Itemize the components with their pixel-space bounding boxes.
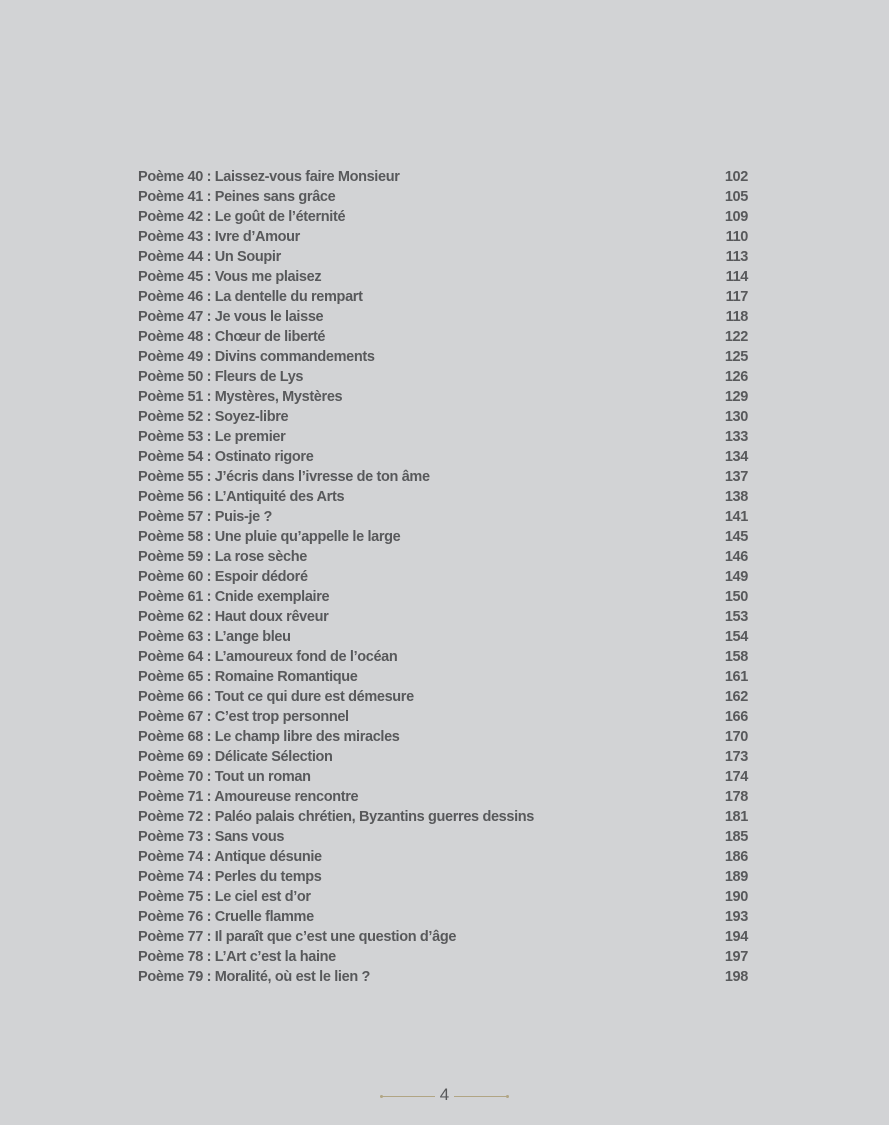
toc-entry <box>138 607 748 627</box>
toc-entry-title: Poème 69 : Délicate Sélection <box>138 749 333 765</box>
toc-entry-title: Poème 76 : Cruelle flamme <box>138 909 314 925</box>
toc-entry <box>138 207 748 227</box>
toc-entry-page-number: 197 <box>724 949 748 965</box>
toc-entry-title: Poème 51 : Mystères, Mystères <box>138 389 343 405</box>
toc-entry <box>138 247 748 267</box>
toc-entry-title: Poème 45 : Vous me plaisez <box>138 269 322 285</box>
toc-entry-title: Poème 77 : Il paraît que c’est une question d’âge <box>138 929 457 945</box>
toc-entry-title: Poème 71 : Amoureuse rencontre <box>138 789 359 805</box>
toc-entry <box>138 567 748 587</box>
toc-entry-title: Poème 59 : La rose sèche <box>138 549 307 565</box>
toc-entry-page-number: 194 <box>724 929 748 945</box>
toc-entry <box>138 667 748 687</box>
footer-left-rule <box>381 1096 435 1097</box>
toc-entry-page-number: 138 <box>724 489 748 505</box>
table-of-contents <box>138 167 748 987</box>
toc-entry-page-number: 134 <box>724 449 748 465</box>
toc-entry <box>138 867 748 887</box>
toc-entry-page-number: 122 <box>724 329 748 345</box>
toc-entry-page-number: 146 <box>724 549 748 565</box>
toc-entry <box>138 427 748 447</box>
toc-entry <box>138 367 748 387</box>
toc-entry <box>138 407 748 427</box>
toc-entry-title: Poème 42 : Le goût de l’éternité <box>138 209 346 225</box>
toc-entry-page-number: 185 <box>724 829 748 845</box>
toc-entry-title: Poème 56 : L’Antiquité des Arts <box>138 489 345 505</box>
toc-entry-title: Poème 47 : Je vous le laisse <box>138 309 324 325</box>
toc-entry-page-number: 126 <box>724 369 748 385</box>
toc-entry <box>138 767 748 787</box>
toc-entry <box>138 287 748 307</box>
toc-entry-title: Poème 64 : L’amoureux fond de l’océan <box>138 649 398 665</box>
footer-right-rule <box>454 1096 508 1097</box>
toc-entry <box>138 347 748 367</box>
toc-entry-title: Poème 49 : Divins commandements <box>138 349 375 365</box>
toc-entry-title: Poème 79 : Moralité, où est le lien ? <box>138 969 371 985</box>
toc-entry <box>138 807 748 827</box>
toc-entry-title: Poème 46 : La dentelle du rempart <box>138 289 363 305</box>
toc-entry <box>138 947 748 967</box>
toc-entry-page-number: 110 <box>725 229 748 245</box>
toc-entry <box>138 927 748 947</box>
toc-entry-title: Poème 57 : Puis-je ? <box>138 509 273 525</box>
toc-entry-page-number: 173 <box>724 749 748 765</box>
toc-entry-page-number: 166 <box>724 709 748 725</box>
toc-entry <box>138 787 748 807</box>
toc-entry <box>138 187 748 207</box>
toc-entry-title: Poème 70 : Tout un roman <box>138 769 311 785</box>
toc-entry-page-number: 190 <box>724 889 748 905</box>
toc-entry-page-number: 153 <box>724 609 748 625</box>
toc-entry <box>138 167 748 187</box>
toc-entry-title: Poème 55 : J’écris dans l’ivresse de ton âme <box>138 469 430 485</box>
toc-entry <box>138 747 748 767</box>
toc-entry <box>138 587 748 607</box>
toc-entry-page-number: 189 <box>724 869 748 885</box>
toc-entry-title: Poème 50 : Fleurs de Lys <box>138 369 304 385</box>
toc-entry-title: Poème 73 : Sans vous <box>138 829 285 845</box>
toc-entry-title: Poème 61 : Cnide exemplaire <box>138 589 330 605</box>
toc-entry-page-number: 181 <box>724 809 748 825</box>
toc-entry-page-number: 150 <box>724 589 748 605</box>
toc-entry <box>138 327 748 347</box>
toc-entry <box>138 307 748 327</box>
toc-entry <box>138 507 748 527</box>
toc-entry-title: Poème 52 : Soyez-libre <box>138 409 289 425</box>
toc-entry <box>138 647 748 667</box>
toc-entry <box>138 627 748 647</box>
toc-entry-page-number: 141 <box>724 509 748 525</box>
toc-entry-title: Poème 40 : Laissez-vous faire Monsieur <box>138 169 400 185</box>
toc-entry-title: Poème 68 : Le champ libre des miracles <box>138 729 400 745</box>
toc-entry <box>138 707 748 727</box>
toc-entry-page-number: 161 <box>724 669 748 685</box>
toc-entry-title: Poème 48 : Chœur de liberté <box>138 329 326 345</box>
toc-entry <box>138 227 748 247</box>
toc-entry-page-number: 170 <box>724 729 748 745</box>
toc-entry-page-number: 145 <box>724 529 748 545</box>
toc-entry <box>138 687 748 707</box>
toc-entry-page-number: 154 <box>724 629 748 645</box>
toc-entry-page-number: 133 <box>724 429 748 445</box>
toc-entry-page-number: 109 <box>724 209 748 225</box>
toc-entry <box>138 907 748 927</box>
toc-entry <box>138 967 748 987</box>
toc-entry-title: Poème 74 : Perles du temps <box>138 869 322 885</box>
toc-entry <box>138 527 748 547</box>
toc-entry-page-number: 102 <box>724 169 748 185</box>
toc-entry-page-number: 114 <box>725 269 748 285</box>
toc-entry-title: Poème 75 : Le ciel est d’or <box>138 889 311 905</box>
toc-entry-page-number: 162 <box>724 689 748 705</box>
toc-entry-title: Poème 53 : Le premier <box>138 429 286 445</box>
toc-entry-title: Poème 67 : C’est trop personnel <box>138 709 349 725</box>
toc-entry <box>138 467 748 487</box>
toc-entry-page-number: 105 <box>724 189 748 205</box>
toc-entry <box>138 727 748 747</box>
toc-entry-title: Poème 54 : Ostinato rigore <box>138 449 314 465</box>
toc-entry <box>138 267 748 287</box>
toc-entry <box>138 387 748 407</box>
toc-entry-page-number: 113 <box>725 249 748 265</box>
page-number: 4 <box>439 1085 450 1104</box>
toc-entry-page-number: 117 <box>725 289 748 305</box>
toc-entry-page-number: 137 <box>724 469 748 485</box>
toc-entry-page-number: 178 <box>724 789 748 805</box>
toc-entry-title: Poème 65 : Romaine Romantique <box>138 669 358 685</box>
toc-entry-page-number: 186 <box>724 849 748 865</box>
toc-entry-title: Poème 62 : Haut doux rêveur <box>138 609 329 625</box>
toc-entry <box>138 487 748 507</box>
toc-entry-page-number: 193 <box>724 909 748 925</box>
toc-entry-title: Poème 41 : Peines sans grâce <box>138 189 336 205</box>
toc-entry-page-number: 158 <box>724 649 748 665</box>
toc-entry-page-number: 174 <box>724 769 748 785</box>
toc-entry-page-number: 118 <box>725 309 748 325</box>
toc-entry-title: Poème 44 : Un Soupir <box>138 249 281 265</box>
toc-entry-title: Poème 72 : Paléo palais chrétien, Byzantins guerres dessins <box>138 809 534 825</box>
toc-entry-page-number: 129 <box>724 389 748 405</box>
toc-entry-title: Poème 63 : L’ange bleu <box>138 629 291 645</box>
toc-entry-page-number: 130 <box>724 409 748 425</box>
toc-entry <box>138 827 748 847</box>
toc-entry-title: Poème 60 : Espoir dédoré <box>138 569 308 585</box>
toc-entry-title: Poème 58 : Une pluie qu’appelle le large <box>138 529 401 545</box>
toc-entry-page-number: 149 <box>724 569 748 585</box>
toc-entry <box>138 847 748 867</box>
toc-entry <box>138 887 748 907</box>
toc-entry-page-number: 125 <box>724 349 748 365</box>
toc-entry-title: Poème 66 : Tout ce qui dure est démesure <box>138 689 414 705</box>
page-footer <box>0 1083 889 1107</box>
toc-entry-page-number: 198 <box>724 969 748 985</box>
toc-entry <box>138 447 748 467</box>
toc-entry-title: Poème 78 : L’Art c’est la haine <box>138 949 336 965</box>
toc-entry-title: Poème 74 : Antique désunie <box>138 849 322 865</box>
toc-entry-title: Poème 43 : Ivre d’Amour <box>138 229 300 245</box>
toc-entry <box>138 547 748 567</box>
